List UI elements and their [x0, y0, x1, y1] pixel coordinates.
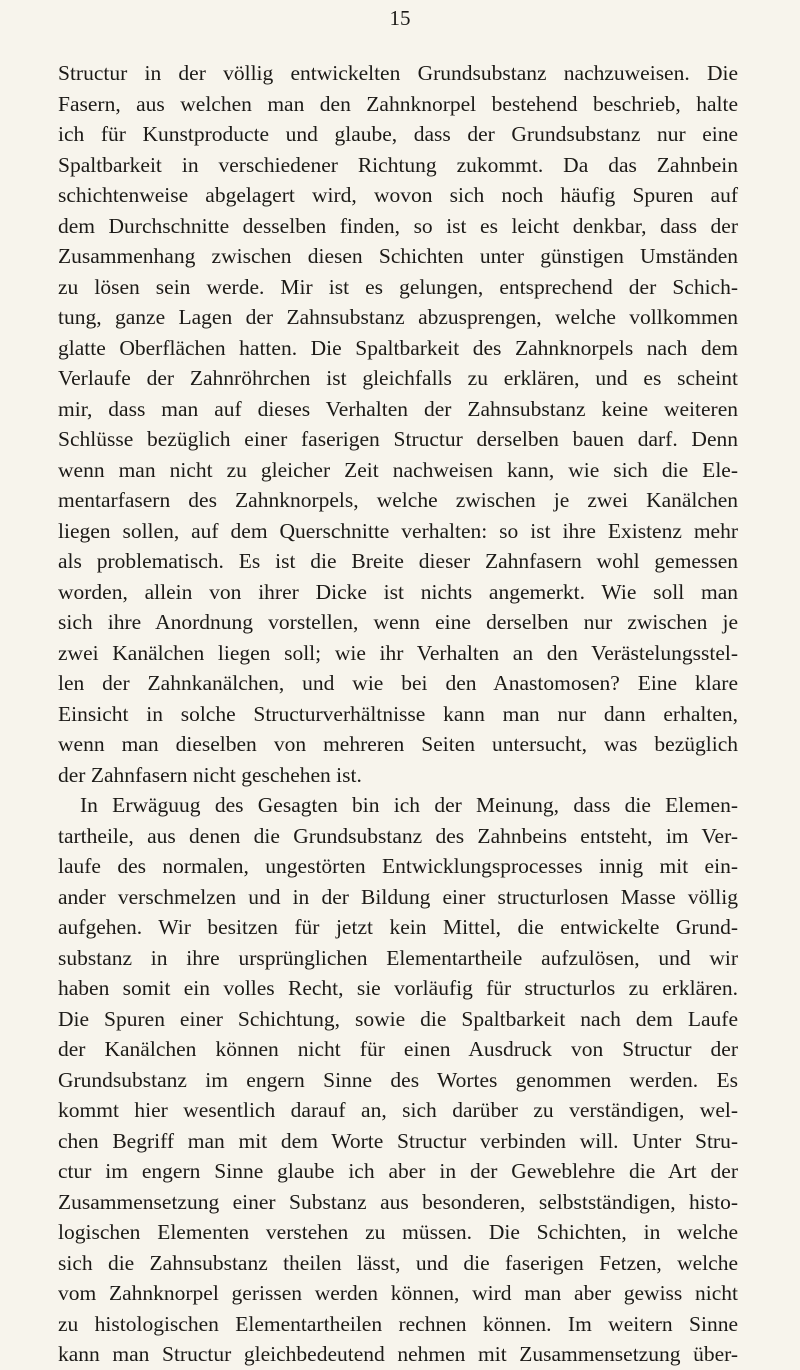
text-line: ander verschmelzen und in der Bildung einer structurlosen Masse völlig	[58, 884, 738, 909]
text-line: als problematisch. Es ist die Breite dieser Zahnfasern wohl gemessen	[58, 549, 738, 573]
text-line: Structur in der völlig entwickelten Grundsubstanz nachzuweisen. Die	[58, 61, 738, 85]
text-line: glatte Oberflächen hatten. Die Spaltbarkeit des Zahnknorpels nach dem	[58, 335, 738, 360]
text-line: ctur im engern Sinne glaube ich aber in der Geweblehre die Art der	[58, 1159, 738, 1183]
paragraph-2	[58, 790, 738, 1370]
text-line: wenn man nicht zu gleicher Zeit nachweisen kann, wie sich die Ele-	[58, 457, 738, 482]
text-line: dem Durchschnitte desselben finden, so ist es leicht denkbar, dass der	[58, 213, 738, 238]
text-line: der Kanälchen können nicht für einen Ausdruck von Structur der	[58, 1037, 738, 1061]
page-number: 15	[389, 6, 411, 30]
text-line: haben somit ein volles Recht, sie vorläufig für structurlos zu erklären.	[58, 976, 738, 1000]
text-line: Die Spuren einer Schichtung, sowie die Spaltbarkeit nach dem Laufe	[58, 1006, 738, 1031]
text-line: zwei Kanälchen liegen soll; wie ihr Verhalten an den Verästelungsstel-	[58, 640, 738, 665]
text-line: sich ihre Anordnung vorstellen, wenn eine derselben nur zwischen je	[58, 610, 738, 634]
text-line: schichtenweise abgelagert wird, wovon sich noch häufig Spuren auf	[58, 183, 738, 207]
text-line: vom Zahnknorpel gerissen werden können, wird man aber gewiss nicht	[58, 1281, 738, 1305]
text-line: chen Begriff man mit dem Worte Structur verbinden will. Unter Stru-	[58, 1128, 738, 1153]
text-line: Zusammensetzung einer Substanz aus besonderen, selbstständigen, histo-	[58, 1189, 738, 1214]
text-line: Einsicht in solche Structurverhältnisse kann man nur dann erhalten,	[58, 701, 738, 726]
text-line: liegen sollen, auf dem Querschnitte verhalten: so ist ihre Existenz mehr	[58, 518, 738, 543]
text-line: Schlüsse bezüglich einer faserigen Structur derselben bauen darf. Denn	[58, 427, 738, 451]
text-line: mentarfasern des Zahnknorpels, welche zwischen je zwei Kanälchen	[58, 488, 738, 512]
text-line: laufe des normalen, ungestörten Entwicklungsprocesses innig mit ein-	[58, 854, 738, 878]
text-line: Fasern, aus welchen man den Zahnknorpel bestehend beschrieb, halte	[58, 91, 738, 116]
text-line: Grundsubstanz im engern Sinne des Wortes genommen werden. Es	[58, 1067, 738, 1092]
text-line: zu lösen sein werde. Mir ist es gelungen, entsprechend der Schich-	[58, 274, 738, 299]
text-line: len der Zahnkanälchen, und wie bei den Anastomosen? Eine klare	[58, 671, 738, 695]
text-line: kann man Structur gleichbedeutend nehmen mit Zusammensetzung über-	[58, 1342, 738, 1366]
text-line: aufgehen. Wir besitzen für jetzt kein Mittel, die entwickelte Grund-	[58, 915, 738, 939]
paragraph-1	[58, 58, 738, 790]
text-line: kommt hier wesentlich darauf an, sich darüber zu verständigen, wel-	[58, 1098, 738, 1122]
text-line: substanz in ihre ursprünglichen Elementartheile aufzulösen, und wir	[58, 945, 738, 970]
text-line: der Zahnfasern nicht geschehen ist.	[58, 762, 362, 787]
text-line: Verlaufe der Zahnröhrchen ist gleichfalls zu erklären, und es scheint	[58, 366, 738, 390]
text-line: wenn man dieselben von mehreren Seiten untersucht, was bezüglich	[58, 732, 738, 756]
text-line: worden, allein von ihrer Dicke ist nichts angemerkt. Wie soll man	[58, 579, 738, 604]
text-line: tartheile, aus denen die Grundsubstanz des Zahnbeins entsteht, im Ver-	[58, 823, 738, 848]
body-text	[58, 58, 738, 1370]
text-line: logischen Elementen verstehen zu müssen. Die Schichten, in welche	[58, 1220, 738, 1244]
text-line: mir, dass man auf dieses Verhalten der Zahnsubstanz keine weiteren	[58, 396, 738, 421]
text-line: ich für Kunstproducte und glaube, dass der Grundsubstanz nur eine	[58, 122, 738, 146]
text-line: zu histologischen Elementartheilen rechnen können. Im weitern Sinne	[58, 1311, 738, 1336]
text-line: Zusammenhang zwischen diesen Schichten unter günstigen Umständen	[58, 244, 738, 268]
text-line: sich die Zahnsubstanz theilen lässt, und die faserigen Fetzen, welche	[58, 1250, 738, 1275]
text-line: Spaltbarkeit in verschiedener Richtung zukommt. Da das Zahnbein	[58, 152, 738, 177]
text-line: tung, ganze Lagen der Zahnsubstanz abzusprengen, welche vollkommen	[58, 305, 738, 329]
text-line: In Erwäguug des Gesagten bin ich der Meinung, dass die Elemen-	[80, 793, 738, 817]
